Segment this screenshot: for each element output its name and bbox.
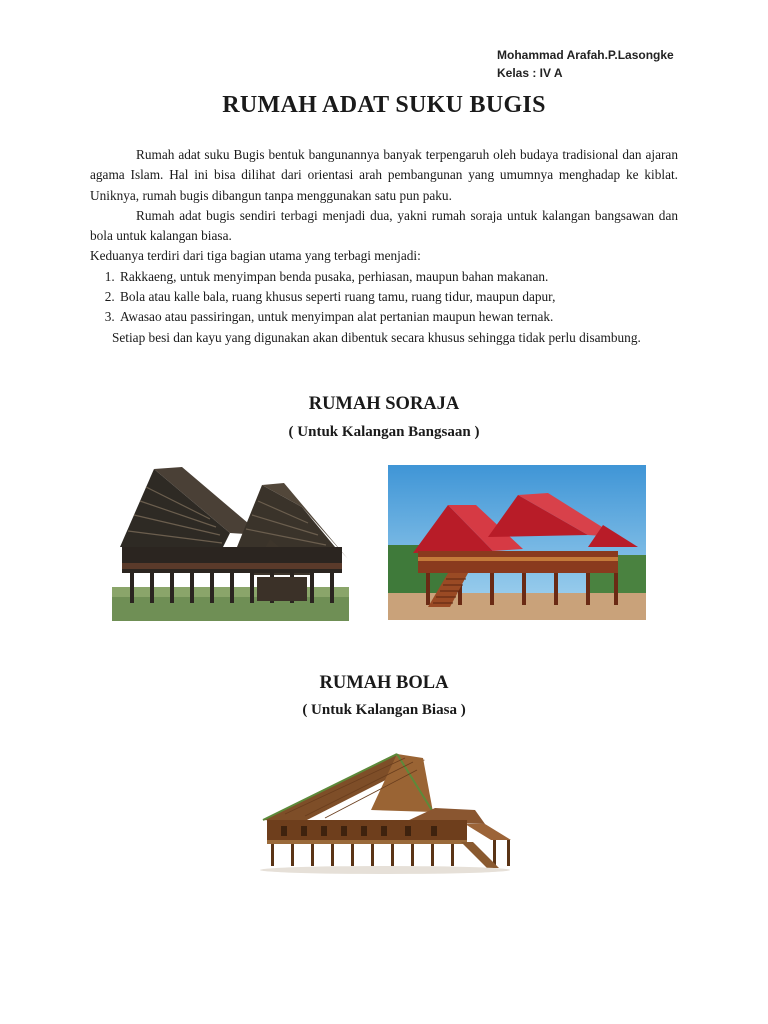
page-title: RUMAH ADAT SUKU BUGIS [222,92,546,118]
author-name: Mohammad Arafah.P.Lasongke [497,48,674,62]
paragraph-types: Rumah adat bugis sendiri terbagi menjadi dua, yakni rumah soraja untuk kalangan bangsawan dan bola untuk kalangan biasa. [90,207,678,244]
bola-subtitle: ( Untuk Kalangan Biasa ) [302,702,466,718]
list-item: 2. Bola atau kalle bala, ruang khusus seperti ruang tamu, ruang tidur, maupun dapur, [118,287,678,307]
paragraph-construction: Setiap besi dan kayu yang digunakan akan dibentuk secara khusus sehingga tidak perlu disambung. [112,329,641,345]
soraja-photo-dark [112,447,349,621]
paragraph-parts: Keduanya terdiri dari tiga bagian utama yang terbagi menjadi: [90,248,421,264]
soraja-subtitle: ( Untuk Kalangan Bangsaan ) [288,424,480,440]
soraja-title: RUMAH SORAJA [308,394,460,414]
author-block [497,46,674,82]
body-text [90,145,678,348]
soraja-photo-red [388,465,646,620]
parts-list [90,267,678,328]
bola-title: RUMAH BOLA [319,673,449,693]
bola-photo [255,748,517,876]
list-item: 3. Awasao atau passiringan, untuk menyimpan alat pertanian maupun hewan ternak. [118,307,678,327]
paragraph-intro: Rumah adat suku Bugis bentuk bangunannya banyak terpengaruh oleh budaya tradisional dan ajaran agama Islam. Hal ini bisa dilihat dari orientasi arah pembangunan yang umumnya menghadap ke kiblat. Uniknya, rumah bugis dibangun tanpa menggunakan satu pun paku. [90,147,678,203]
list-item: 1. Rakkaeng, untuk menyimpan benda pusaka, perhiasan, maupun bahan makanan. [118,267,678,287]
class-label: Kelas : IV A [497,66,563,80]
